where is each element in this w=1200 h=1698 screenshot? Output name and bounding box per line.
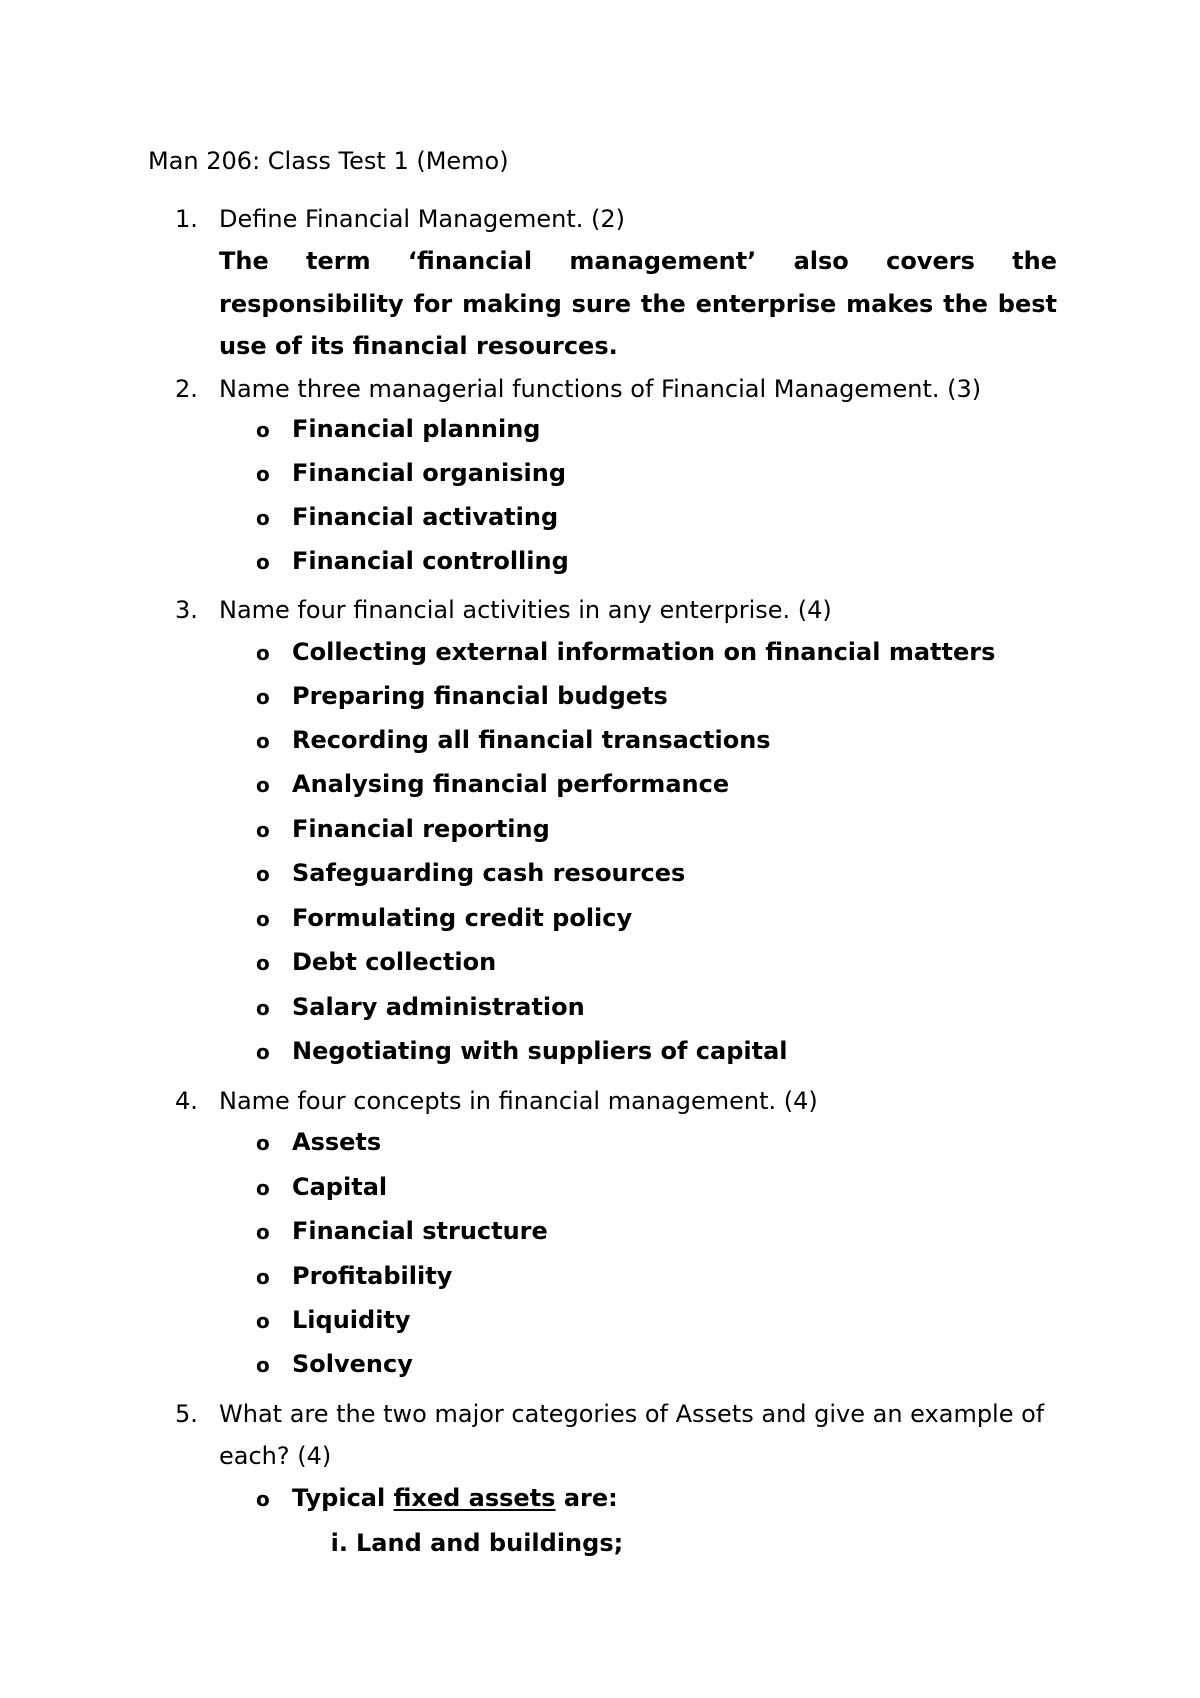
question-text: Name four concepts in financial management. (4) [219, 1087, 818, 1115]
list-item [256, 501, 558, 534]
list-item [256, 724, 771, 757]
sub-list-item-text: Land and buildings; [356, 1529, 624, 1557]
list-item-text: Solvency [292, 1350, 413, 1378]
question-number: 1. [175, 205, 198, 233]
question-5 [175, 1398, 1044, 1430]
list-item-text: Financial reporting [292, 815, 550, 843]
roman-numeral: i. [330, 1529, 348, 1557]
question-text: Define Financial Management. (2) [219, 205, 626, 233]
circle-bullet-icon: o [256, 1353, 270, 1377]
question-number: 3. [175, 596, 198, 624]
circle-bullet-icon: o [256, 1040, 270, 1064]
circle-bullet-icon: o [256, 418, 270, 442]
circle-bullet-icon: o [256, 773, 270, 797]
question-number: 4. [175, 1087, 198, 1115]
circle-bullet-icon: o [256, 462, 270, 486]
question-text-continued: each? (4) [219, 1442, 332, 1470]
list-item [256, 1482, 618, 1515]
circle-bullet-icon: o [256, 1265, 270, 1289]
list-item-text: Financial activating [292, 503, 559, 531]
list-item-text: Preparing financial budgets [292, 682, 668, 710]
list-item-text: Assets [292, 1128, 382, 1156]
page-title: Man 206: Class Test 1 (Memo) [148, 147, 509, 175]
list-item-text: Analysing financial performance [292, 770, 730, 798]
question-text: What are the two major categories of Assets and give an example of [219, 1400, 1045, 1428]
list-item-text: Salary administration [292, 993, 585, 1021]
question-text: Name three managerial functions of Financial Management. (3) [219, 375, 982, 403]
answer-paragraph: The term ‘financial management’ also covers the responsibility for making sure the enterprise makes the best use of its financial resources. [219, 247, 1057, 360]
list-item [256, 1035, 788, 1068]
list-item [256, 1126, 381, 1159]
list-item-text: Safeguarding cash resources [292, 859, 686, 887]
circle-bullet-icon: o [256, 996, 270, 1020]
circle-bullet-icon: o [256, 1176, 270, 1200]
list-item-text: Formulating credit policy [292, 904, 633, 932]
circle-bullet-icon: o [256, 1309, 270, 1333]
list-item [256, 1171, 387, 1204]
question-2 [175, 373, 981, 405]
underlined-term: fixed assets [393, 1484, 556, 1512]
circle-bullet-icon: o [256, 641, 270, 665]
list-item [256, 768, 729, 801]
list-item-text: Debt collection [292, 948, 497, 976]
list-item-text: Collecting external information on financial matters [292, 638, 996, 666]
circle-bullet-icon: o [256, 907, 270, 931]
circle-bullet-icon: o [256, 550, 270, 574]
list-item [256, 1304, 411, 1337]
list-item [256, 991, 585, 1024]
circle-bullet-icon: o [256, 685, 270, 709]
list-item [256, 1215, 548, 1248]
question-1 [175, 203, 625, 235]
list-item-text: Recording all financial transactions [292, 726, 771, 754]
list-item-suffix: are: [555, 1484, 618, 1512]
list-item [256, 857, 685, 890]
list-item-text: Financial planning [292, 415, 541, 443]
list-item-text: Liquidity [292, 1306, 411, 1334]
list-item [256, 946, 496, 979]
list-item [256, 413, 540, 446]
question-text: Name four financial activities in any enterprise. (4) [219, 596, 832, 624]
circle-bullet-icon: o [256, 506, 270, 530]
list-item [256, 813, 550, 846]
list-item [256, 457, 566, 490]
list-item-text: Financial structure [292, 1217, 548, 1245]
question-number: 5. [175, 1400, 198, 1428]
question-4 [175, 1085, 818, 1117]
list-item-prefix: Typical [292, 1484, 394, 1512]
circle-bullet-icon: o [256, 1131, 270, 1155]
circle-bullet-icon: o [256, 1220, 270, 1244]
list-item-text: Financial organising [292, 459, 567, 487]
circle-bullet-icon: o [256, 862, 270, 886]
list-item-text: Capital [292, 1173, 388, 1201]
list-item-text: Profitability [292, 1262, 453, 1290]
list-item-text: Negotiating with suppliers of capital [292, 1037, 788, 1065]
circle-bullet-icon: o [256, 729, 270, 753]
list-item [256, 636, 995, 669]
circle-bullet-icon: o [256, 951, 270, 975]
list-item-text: Financial controlling [292, 547, 569, 575]
list-item [256, 545, 569, 578]
question-3 [175, 594, 832, 626]
circle-bullet-icon: o [256, 1487, 270, 1511]
circle-bullet-icon: o [256, 818, 270, 842]
list-item [256, 902, 632, 935]
list-item [256, 1260, 452, 1293]
list-item [256, 680, 668, 713]
list-item [256, 1348, 413, 1381]
question-number: 2. [175, 375, 198, 403]
sub-list-item [326, 1527, 623, 1559]
